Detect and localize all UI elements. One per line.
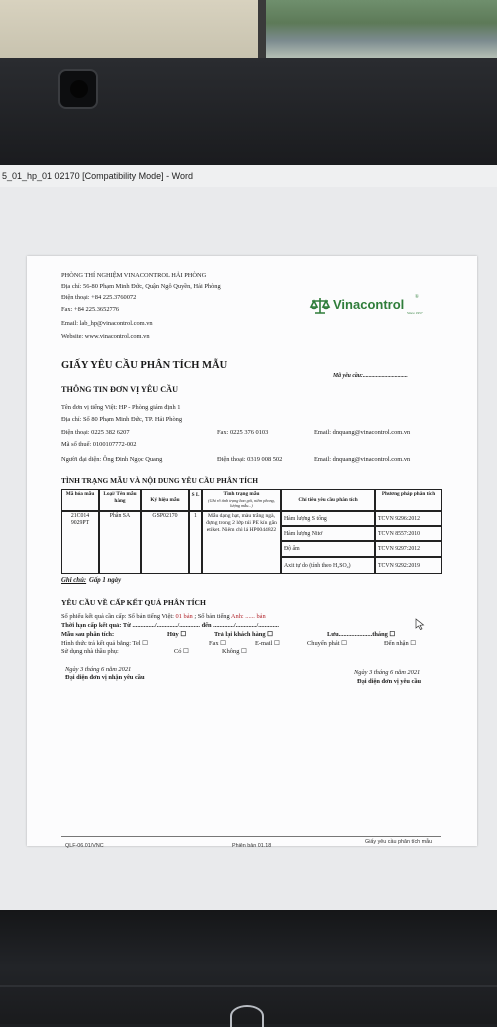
lab-website: Website: www.vinacontrol.com.vn [61,333,150,340]
signature-right: Đại diện đơn vị yêu cầu [357,678,422,685]
footer-form-code: QLF-06.01/VNC [65,843,104,849]
criterion-row: Độ ẩm [281,541,375,557]
representative-phone: Điện thoại: 0319 008 502 [217,456,283,463]
lab-phone: Điện thoại: +84 225.3760072 [61,294,137,301]
scale-icon [309,296,331,316]
section-sample-title: TÌNH TRẠNG MẪU VÀ NỘI DUNG YÊU CẦU PHÂN TÍCH [61,476,259,485]
copies-english: Anh: ...... bản [230,613,266,620]
header-condition [202,489,281,511]
document-title: GIẤY YÊU CẦU PHÂN TÍCH MẪU [61,360,228,371]
option-keep[interactable]: Lưu.....................tháng ☐ [327,631,396,638]
after-analysis-label: Mẫu sau phân tích: [61,631,115,638]
option-cancel[interactable]: Hủy ☐ [167,631,187,638]
date-right: Ngày 3 tháng 6 năm 2021 [354,669,421,676]
header-goods-type: Loại/ Tên mẫu hàng [99,489,141,511]
header-method: Phương pháp phân tích [375,489,442,511]
window-title-bar[interactable] [0,165,497,187]
criterion-row: Axit tự do (tính theo H₂SO₄) [281,557,375,574]
tax-code: Mã số thuế: 0100107772-002 [61,441,137,448]
window-title: 5_01_hp_01 02170 [Compatibility Mode] - Word [2,171,193,181]
section-requester-title: THÔNG TIN ĐƠN VỊ YÊU CẦU [61,385,178,394]
logo-registered: ® [415,295,419,300]
note-label: Ghi chú: [61,577,87,584]
note-value: Gấp 1 ngày [89,577,122,584]
sample-table [61,489,442,574]
unit-fax: Fax: 0225 376 0103 [217,429,269,436]
mouse-cursor-icon [415,618,425,630]
header-criteria: Chỉ tiêu yêu cầu phân tích [281,489,375,511]
representative-email: Email: dnquang@vinacontrol.com.vn [314,456,411,463]
option-pickup[interactable]: Đến nhận ☐ [384,640,416,647]
copies-vietnamese: 01 bản [175,613,193,620]
sample-symbol: GSP02170 [141,511,189,574]
sample-goods: Phân SA [99,511,141,574]
unit-name: Tên đơn vị tiếng Việt: HP - Phòng giám định 1 [61,404,181,411]
method-row: TCVN 8557:2010 [375,526,442,541]
copies-middle: ; Số bản tiếng [194,613,230,620]
method-row: TCVN 9292:2019 [375,557,442,574]
sample-quantity: 1 [189,511,202,574]
option-yes[interactable]: Có ☐ [174,648,189,655]
unit-address: Địa chỉ: Số 80 Phạm Minh Đức, TP. Hải Phòng [61,416,183,423]
method-row: TCVN 9296:2012 [375,511,442,526]
header-symbol: Ký hiệu mẫu [141,489,189,511]
unit-phone: Điện thoại: 0225 382 6207 [61,429,130,436]
signature-left: Đại diện đơn vị nhận yêu cầu [65,674,145,681]
wall-photo [266,0,497,58]
option-no[interactable]: Không ☐ [222,648,247,655]
lab-name: PHÒNG THÍ NGHIỆM VINACONTROL HẢI PHÒNG [61,272,207,279]
header-sample-code: Mã hóa mẫu [61,489,99,511]
option-post[interactable]: Chuyển phát ☐ [307,640,347,647]
deadline: Thời hạn cấp kết quả: Từ ............../............./............. đến ............./............./............. [61,622,279,629]
section-result-title: YÊU CẦU VỀ CẤP KẾT QUẢ PHÂN TÍCH [61,598,206,607]
option-fax[interactable]: Fax ☐ [209,640,226,647]
header-quantity: S L [189,489,202,511]
option-return[interactable]: Trả lại khách hàng ☐ [214,631,273,638]
copies-prefix: Số phiếu kết quả cần cấp: Số bản tiếng Việt: [61,613,174,620]
document-page[interactable] [27,256,477,849]
sample-code: 21C014 9029PT [61,511,99,574]
option-email[interactable]: E-mail ☐ [255,640,280,647]
logo-since: Since 1957 [407,311,423,315]
sample-condition: Mẫu dạng hạt, màu trắng ngà, đựng trong 2 lớp túi PE kín gắn etiket. Niêm chì lá HP0044822 [202,511,281,574]
header-condition-note: (Ghi rõ tình trạng bao gói, niêm phong, lượng mẫu...) [208,497,275,508]
lab-address: Địa chỉ: 56-80 Phạm Minh Đức, Quận Ngô Quyền, Hải Phòng [61,283,221,290]
date-left: Ngày 3 tháng 6 năm 2021 [65,666,132,673]
webcam-lens [70,80,88,98]
criterion-row: Hàm lượng S tổng [281,511,375,526]
subcontract-label: Sử dụng nhà thầu phụ: [61,648,119,655]
logo-text: Vinacontrol [333,297,405,312]
representative: Người đại diện: Ông Đinh Ngọc Quang [61,456,163,463]
footer-version: Phiên bản 01.18 [232,843,272,849]
footer-doc-name: Giấy yêu cầu phân tích mẫu [365,839,433,845]
criterion-row: Hàm lượng Nitơ [281,526,375,541]
vinacontrol-logo [309,294,439,318]
delivery-label[interactable]: Hình thức trả kết quả bằng: Tel ☐ [61,640,148,647]
method-row: TCVN 9297:2012 [375,541,442,557]
lab-fax: Fax: +84 225.3652776 [61,306,120,313]
unit-email: Email: dnquang@vinacontrol.com.vn [314,429,411,436]
lab-email: Email: lab_hp@vinacontrol.com.vn [61,320,153,327]
footer-rule [61,836,441,837]
monitor-edge [0,985,497,987]
copies-line [61,613,266,621]
request-code: Mã yêu cầu:............................... [333,373,408,379]
header-condition-label: Tình trạng mẫu [223,491,260,497]
